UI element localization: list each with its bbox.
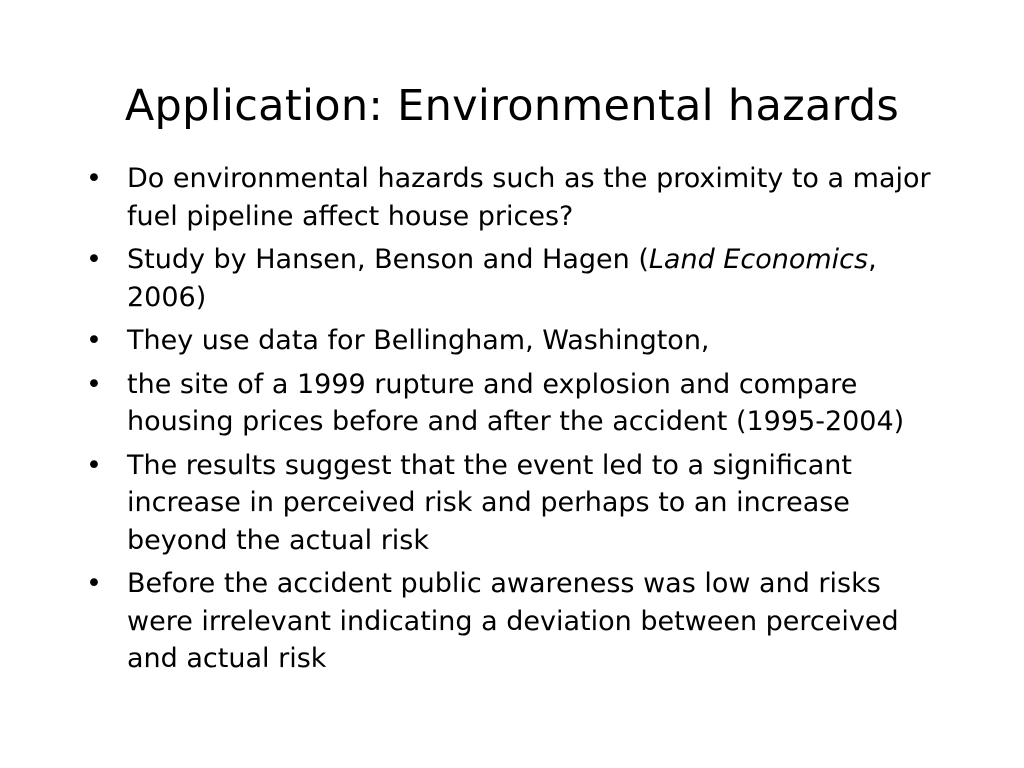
bullet-text: Before the accident public awareness was low and risks were irrelevant indicating a deviation between perceived and actual risk <box>127 568 899 674</box>
bullet-item <box>86 160 936 235</box>
bullet-text-before: Study by Hansen, Benson and Hagen ( <box>127 244 649 275</box>
bullet-text <box>127 244 877 313</box>
bullet-text: They use data for Bellingham, Washington, <box>127 325 710 356</box>
bullet-dot-icon: • <box>86 568 102 599</box>
bullet-item <box>86 565 936 678</box>
bullet-list <box>86 160 936 684</box>
bullet-text: The results suggest that the event led to a significant increase in perceived risk and perhaps to an increase beyond the actual risk <box>127 449 852 556</box>
bullet-dot-icon: • <box>86 163 102 194</box>
bullet-text: Do environmental hazards such as the proximity to a major fuel pipeline affect house prices? <box>127 163 931 232</box>
bullet-dot-icon: • <box>86 325 102 356</box>
bullet-item <box>86 322 936 360</box>
bullet-dot-icon: • <box>86 244 102 275</box>
bullet-item <box>86 241 936 316</box>
bullet-item <box>86 447 936 560</box>
bullet-text: the site of a 1999 rupture and explosion and compare housing prices before and after the accident (1995-2004) <box>127 368 905 437</box>
journal-name: Land Economics <box>648 244 869 275</box>
slide-title: Application: Environmental hazards <box>124 81 900 131</box>
bullet-dot-icon: • <box>86 368 102 400</box>
bullet-text-after: , 2006) <box>127 244 877 313</box>
bullet-dot-icon: • <box>86 449 102 481</box>
bullet-item <box>86 366 936 441</box>
